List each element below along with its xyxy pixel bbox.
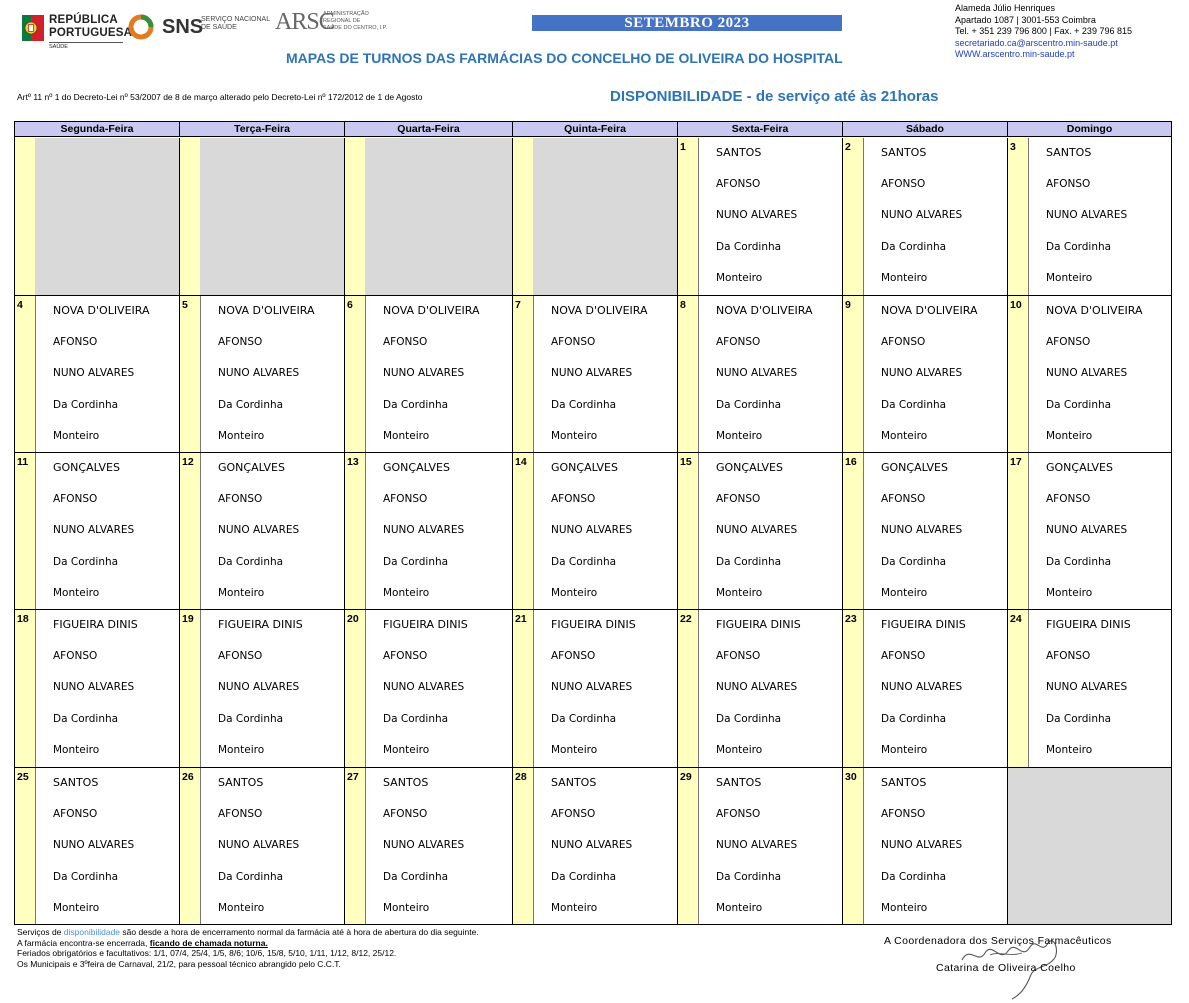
pharmacy-name: AFONSO (881, 808, 926, 820)
note2-pre: A farmácia encontra-se encerrada, (17, 937, 150, 948)
pharmacy-name: Da Cordinha (881, 713, 947, 725)
pharmacy-name: NOVA D'OLIVEIRA (383, 304, 480, 317)
day-number: 30 (845, 771, 857, 783)
pharmacy-name: AFONSO (551, 493, 596, 505)
day-number: 4 (17, 299, 23, 311)
pharmacy-name: SANTOS (218, 776, 264, 789)
pharmacy-name: AFONSO (881, 493, 926, 505)
day-header: Sexta-Feira (678, 122, 843, 137)
note1-post: são desde a hora de encerramento normal da farmácia até à hora de abertura do dia seguinte. (120, 927, 479, 937)
logo-sns-sub2: DE SAÚDE (201, 24, 237, 31)
day-number-strip (15, 768, 36, 924)
day-number-strip (180, 453, 201, 609)
pharmacy-name: AFONSO (551, 650, 596, 662)
pharmacy-name: NUNO ALVARES (551, 524, 633, 536)
empty-day-cell (180, 138, 345, 296)
pharmacy-name: NUNO ALVARES (218, 839, 300, 851)
pharmacy-name: Monteiro (218, 587, 265, 599)
empty-day-cell (513, 138, 678, 296)
pharmacy-name: Da Cordinha (53, 713, 119, 725)
day-number-strip (678, 610, 699, 767)
day-cell (513, 453, 678, 610)
pharmacy-name: NUNO ALVARES (218, 524, 300, 536)
footer-note-closed (17, 938, 479, 949)
day-cell (678, 296, 843, 453)
pharmacy-name: Monteiro (1046, 587, 1093, 599)
pharmacy-name: GONÇALVES (881, 461, 948, 474)
pharmacy-name: NUNO ALVARES (551, 839, 633, 851)
pharmacy-name: SANTOS (383, 776, 429, 789)
pharmacy-name: AFONSO (218, 493, 263, 505)
day-cell (843, 296, 1008, 453)
day-number: 16 (845, 456, 857, 468)
pharmacy-name: NUNO ALVARES (383, 839, 465, 851)
empty-day-cell (15, 138, 180, 296)
pharmacy-name: GONÇALVES (53, 461, 120, 474)
pharmacy-name: NUNO ALVARES (53, 524, 135, 536)
pharmacy-name: Da Cordinha (218, 556, 284, 568)
day-cell (513, 296, 678, 453)
pharmacy-name: GONÇALVES (1046, 461, 1113, 474)
pharmacy-name: Monteiro (1046, 744, 1093, 756)
day-number: 8 (680, 299, 686, 311)
pharmacy-name: AFONSO (881, 336, 926, 348)
pharmacy-name: AFONSO (1046, 336, 1091, 348)
pharmacy-name: Da Cordinha (53, 556, 119, 568)
pharmacy-name: Da Cordinha (1046, 399, 1112, 411)
pharmacy-name: GONÇALVES (218, 461, 285, 474)
day-number-strip (678, 296, 699, 452)
pharmacy-name: Monteiro (53, 902, 100, 914)
pharmacy-name: FIGUEIRA DINIS (383, 618, 468, 631)
day-number: 18 (17, 613, 29, 625)
pharmacy-name: AFONSO (881, 178, 926, 190)
pharmacy-name: FIGUEIRA DINIS (881, 618, 966, 631)
day-number-strip (678, 768, 699, 924)
day-number-strip (15, 453, 36, 609)
pharmacy-name: FIGUEIRA DINIS (53, 618, 138, 631)
day-number-strip (1008, 138, 1029, 295)
pharmacy-name: Da Cordinha (551, 871, 617, 883)
empty-day-shade (200, 138, 344, 295)
pharmacy-name: Monteiro (881, 430, 928, 442)
pharmacy-name: Da Cordinha (1046, 556, 1112, 568)
pharmacy-name: NUNO ALVARES (383, 524, 465, 536)
pharmacy-name: Monteiro (1046, 272, 1093, 284)
logo-rp-line1: REPÚBLICA (49, 14, 118, 26)
day-cell (15, 768, 180, 925)
pharmacy-name: NUNO ALVARES (1046, 209, 1128, 221)
day-number-strip (15, 610, 36, 767)
pharmacy-name: AFONSO (383, 808, 428, 820)
logo-arsc-sub2: REGIONAL DE (323, 18, 361, 24)
pharmacy-name: AFONSO (53, 808, 98, 820)
pharmacy-name: AFONSO (716, 336, 761, 348)
day-number: 10 (1010, 299, 1022, 311)
pharmacy-name: Monteiro (53, 430, 100, 442)
pharmacy-name: Monteiro (881, 587, 928, 599)
pharmacy-name: Da Cordinha (383, 399, 449, 411)
day-number-strip (843, 453, 864, 609)
pharmacy-name: Monteiro (716, 587, 763, 599)
pharmacy-name: SANTOS (1046, 146, 1092, 159)
portugal-coat-of-arms-icon (22, 13, 44, 43)
pharmacy-name: NOVA D'OLIVEIRA (881, 304, 978, 317)
pharmacy-name: AFONSO (218, 650, 263, 662)
pharmacy-name: AFONSO (383, 336, 428, 348)
pharmacy-name: Monteiro (218, 902, 265, 914)
arsc-logo (275, 9, 395, 39)
pharmacy-name: GONÇALVES (551, 461, 618, 474)
day-cell (345, 296, 513, 453)
pharmacy-name: AFONSO (1046, 178, 1091, 190)
day-header: Domingo (1008, 122, 1172, 137)
footer-note-municipal: Os Municipais e 3ºfeira de Carnaval, 21/2, para pessoal técnico abrangido pelo C.C.T. (17, 958, 341, 969)
legal-reference: Artº 11 nº 1 do Decreto-Lei nº 53/2007 de 8 de março alterado pelo Decreto-Lei nº 172/2012 de 1 de Agosto (17, 92, 423, 102)
pharmacy-name: NOVA D'OLIVEIRA (1046, 304, 1143, 317)
pharmacy-name: NOVA D'OLIVEIRA (218, 304, 315, 317)
day-cell (678, 768, 843, 925)
republica-portuguesa-logo (22, 13, 133, 50)
pharmacy-name: Da Cordinha (383, 556, 449, 568)
pharmacy-name: AFONSO (716, 493, 761, 505)
day-cell (345, 768, 513, 925)
day-number: 13 (347, 456, 359, 468)
empty-day-cell (1008, 768, 1172, 925)
pharmacy-name: Da Cordinha (218, 713, 284, 725)
day-number-strip (345, 453, 366, 609)
logo-sns-sub1: SERVIÇO NACIONAL (201, 16, 271, 23)
day-number: 15 (680, 456, 692, 468)
day-number-strip (678, 138, 699, 295)
pharmacy-name: Monteiro (383, 587, 430, 599)
pharmacy-name: GONÇALVES (716, 461, 783, 474)
contact-phone: Tel. + 351 239 796 800 | Fax. + 239 796 815 (955, 26, 1132, 36)
day-number: 25 (17, 771, 29, 783)
day-number-strip (180, 296, 201, 452)
empty-day-shade (533, 138, 677, 295)
footer-note-holidays: Feriados obrigatórios e facultativos: 1/1, 07/4, 25/4, 1/5, 8/6; 10/6, 15/8, 5/10, 1/11, 1/12, 8/12, 25/12. (17, 948, 397, 958)
pharmacy-name: AFONSO (218, 808, 263, 820)
page-title: MAPAS DE TURNOS DAS FARMÁCIAS DO CONCELHO DE OLIVEIRA DO HOSPITAL (286, 50, 843, 66)
day-cell (15, 296, 180, 453)
pharmacy-name: NUNO ALVARES (53, 367, 135, 379)
pharmacy-name: Da Cordinha (881, 556, 947, 568)
pharmacy-name: AFONSO (551, 336, 596, 348)
pharmacy-name: Da Cordinha (716, 871, 782, 883)
pharmacy-name: Da Cordinha (218, 399, 284, 411)
pharmacy-name: AFONSO (1046, 650, 1091, 662)
empty-day-shade (365, 138, 512, 295)
pharmacy-name: Monteiro (881, 902, 928, 914)
pharmacy-name: Da Cordinha (716, 713, 782, 725)
day-number: 9 (845, 299, 851, 311)
pharmacy-name: NUNO ALVARES (881, 839, 963, 851)
day-cell (513, 610, 678, 768)
pharmacy-name: NUNO ALVARES (716, 209, 798, 221)
pharmacy-name: NUNO ALVARES (1046, 524, 1128, 536)
pharmacy-name: Da Cordinha (881, 871, 947, 883)
day-header: Segunda-Feira (15, 122, 180, 137)
pharmacy-name: NUNO ALVARES (716, 367, 798, 379)
day-number: 29 (680, 771, 692, 783)
pharmacy-name: NUNO ALVARES (881, 367, 963, 379)
day-number: 22 (680, 613, 692, 625)
day-cell (678, 138, 843, 296)
pharmacy-name: NUNO ALVARES (383, 367, 465, 379)
day-number: 3 (1010, 141, 1016, 153)
day-number: 21 (515, 613, 527, 625)
day-number: 28 (515, 771, 527, 783)
day-cell (15, 610, 180, 768)
pharmacy-name: NUNO ALVARES (881, 524, 963, 536)
day-cell (180, 610, 345, 768)
day-number: 20 (347, 613, 359, 625)
pharmacy-name: Da Cordinha (551, 713, 617, 725)
note2-underlined: ficando de chamada noturna. (149, 937, 268, 948)
pharmacy-name: Da Cordinha (716, 241, 782, 253)
pharmacy-name: Monteiro (383, 744, 430, 756)
contact-postal: Apartado 1087 | 3001-553 Coimbra (955, 14, 1096, 25)
day-header: Quinta-Feira (513, 122, 678, 137)
day-number-strip (345, 610, 366, 767)
pharmacy-name: AFONSO (383, 493, 428, 505)
day-cell (1008, 138, 1172, 296)
day-number-strip (843, 138, 864, 295)
pharmacy-calendar (14, 121, 1172, 925)
day-cell (1008, 296, 1172, 453)
coordinator-title: A Coordenadora dos Serviços Farmacêuticos (884, 935, 1112, 947)
pharmacy-name: NUNO ALVARES (1046, 681, 1128, 693)
pharmacy-name: NUNO ALVARES (218, 681, 300, 693)
day-cell (345, 610, 513, 768)
pharmacy-name: NUNO ALVARES (716, 524, 798, 536)
pharmacy-name: FIGUEIRA DINIS (218, 618, 303, 631)
month-banner: SETEMBRO 2023 (532, 15, 842, 31)
day-number-strip (15, 296, 36, 452)
day-number: 24 (1010, 613, 1022, 625)
logo-rp-sub: SAÚDE (49, 42, 123, 50)
day-number: 23 (845, 613, 857, 625)
empty-day-shade (35, 138, 179, 295)
logo-arsc-text: ARSC (275, 9, 334, 35)
day-number: 2 (845, 141, 851, 153)
day-number: 27 (347, 771, 359, 783)
pharmacy-name: NUNO ALVARES (881, 681, 963, 693)
day-cell (843, 610, 1008, 768)
day-header: Sábado (843, 122, 1008, 137)
availability-heading: DISPONIBILIDADE - de serviço até às 21horas (610, 88, 939, 105)
pharmacy-name: AFONSO (1046, 493, 1091, 505)
pharmacy-name: Monteiro (1046, 430, 1093, 442)
day-cell (843, 138, 1008, 296)
day-number-strip (345, 768, 366, 924)
day-cell (843, 768, 1008, 925)
pharmacy-name: Da Cordinha (53, 871, 119, 883)
logo-rp-line2: PORTUGUESA (49, 27, 133, 39)
pharmacy-name: Da Cordinha (1046, 241, 1112, 253)
pharmacy-name: AFONSO (383, 650, 428, 662)
day-number-strip (180, 610, 201, 767)
day-number-strip (513, 138, 534, 295)
day-number-strip (180, 138, 201, 295)
day-cell (180, 768, 345, 925)
pharmacy-name: Monteiro (383, 902, 430, 914)
day-number: 17 (1010, 456, 1022, 468)
pharmacy-name: AFONSO (716, 178, 761, 190)
pharmacy-name: Monteiro (383, 430, 430, 442)
note1-pre: Serviços de (17, 927, 64, 937)
day-number-strip (843, 610, 864, 767)
note1-highlight: disponibilidade (63, 927, 121, 937)
pharmacy-name: Da Cordinha (716, 556, 782, 568)
pharmacy-name: AFONSO (881, 650, 926, 662)
day-number-strip (345, 296, 366, 452)
pharmacy-name: NUNO ALVARES (551, 367, 633, 379)
day-number: 12 (182, 456, 194, 468)
pharmacy-name: Monteiro (881, 272, 928, 284)
pharmacy-name: Da Cordinha (1046, 713, 1112, 725)
day-cell (678, 453, 843, 610)
pharmacy-name: NUNO ALVARES (551, 681, 633, 693)
pharmacy-name: NUNO ALVARES (383, 681, 465, 693)
pharmacy-name: AFONSO (53, 493, 98, 505)
day-number-strip (843, 296, 864, 452)
day-cell (345, 453, 513, 610)
day-number-strip (15, 138, 36, 295)
pharmacy-name: Monteiro (881, 744, 928, 756)
pharmacy-name: NOVA D'OLIVEIRA (53, 304, 150, 317)
day-number: 1 (680, 141, 686, 153)
pharmacy-name: AFONSO (53, 650, 98, 662)
pharmacy-name: SANTOS (716, 146, 762, 159)
contact-address: Alameda Júlio Henriques (955, 3, 1056, 13)
pharmacy-name: NUNO ALVARES (716, 839, 798, 851)
day-cell (678, 610, 843, 768)
pharmacy-name: NUNO ALVARES (1046, 367, 1128, 379)
pharmacy-name: Monteiro (716, 902, 763, 914)
pharmacy-name: Monteiro (53, 587, 100, 599)
pharmacy-name: Da Cordinha (716, 399, 782, 411)
day-number-strip (1008, 610, 1029, 767)
pharmacy-name: SANTOS (53, 776, 99, 789)
pharmacy-name: AFONSO (218, 336, 263, 348)
logo-sns-text: SNS (162, 16, 204, 38)
pharmacy-name: FIGUEIRA DINIS (1046, 618, 1131, 631)
empty-day-cell (345, 138, 513, 296)
pharmacy-name: Monteiro (218, 430, 265, 442)
pharmacy-name: FIGUEIRA DINIS (716, 618, 801, 631)
day-cell (180, 296, 345, 453)
pharmacy-name: FIGUEIRA DINIS (551, 618, 636, 631)
day-number: 7 (515, 299, 521, 311)
contact-block (955, 3, 1132, 61)
pharmacy-name: NUNO ALVARES (218, 367, 300, 379)
pharmacy-name: SANTOS (881, 146, 927, 159)
pharmacy-name: NUNO ALVARES (53, 839, 135, 851)
day-number-strip (513, 296, 534, 452)
pharmacy-name: Da Cordinha (218, 871, 284, 883)
pharmacy-name: Da Cordinha (53, 399, 119, 411)
footer-note-availability (17, 927, 479, 938)
day-number-strip (1008, 296, 1029, 452)
day-cell (843, 453, 1008, 610)
day-cell (1008, 453, 1172, 610)
pharmacy-name: Monteiro (551, 587, 598, 599)
day-number-strip (843, 768, 864, 924)
day-number-strip (180, 768, 201, 924)
coordinator-name: Catarina de Oliveira Coelho (936, 962, 1076, 974)
day-number: 5 (182, 299, 188, 311)
day-cell (180, 453, 345, 610)
pharmacy-name: GONÇALVES (383, 461, 450, 474)
pharmacy-name: Monteiro (716, 272, 763, 284)
pharmacy-name: Monteiro (218, 744, 265, 756)
pharmacy-name: Da Cordinha (551, 399, 617, 411)
pharmacy-name: SANTOS (881, 776, 927, 789)
day-number: 11 (17, 456, 29, 468)
logo-arsc-sub3: SAÚDE DO CENTRO, I.P. (323, 25, 388, 31)
pharmacy-name: SANTOS (551, 776, 597, 789)
pharmacy-name: NUNO ALVARES (716, 681, 798, 693)
pharmacy-name: Monteiro (551, 744, 598, 756)
pharmacy-name: Monteiro (53, 744, 100, 756)
day-number-strip (345, 138, 366, 295)
pharmacy-name: Da Cordinha (383, 871, 449, 883)
day-number: 14 (515, 456, 527, 468)
footer-notes (17, 927, 479, 969)
logo-arsc-sub1: ADMINISTRAÇÃO (323, 11, 369, 17)
pharmacy-name: NOVA D'OLIVEIRA (716, 304, 813, 317)
day-number-strip (513, 768, 534, 924)
day-number: 26 (182, 771, 194, 783)
day-cell (15, 453, 180, 610)
pharmacy-name: Da Cordinha (881, 241, 947, 253)
pharmacy-name: Da Cordinha (881, 399, 947, 411)
pharmacy-name: Da Cordinha (551, 556, 617, 568)
pharmacy-name: NOVA D'OLIVEIRA (551, 304, 648, 317)
day-number-strip (513, 610, 534, 767)
pharmacy-name: AFONSO (716, 808, 761, 820)
day-cell (513, 768, 678, 925)
pharmacy-name: Monteiro (551, 430, 598, 442)
pharmacy-name: AFONSO (551, 808, 596, 820)
pharmacy-name: NUNO ALVARES (881, 209, 963, 221)
pharmacy-name: AFONSO (716, 650, 761, 662)
day-cell (1008, 610, 1172, 768)
contact-website-link[interactable]: WWW.arscentro.min-saude.pt (955, 49, 1075, 59)
day-number: 6 (347, 299, 353, 311)
pharmacy-name: Monteiro (551, 902, 598, 914)
day-header: Quarta-Feira (345, 122, 513, 137)
pharmacy-name: AFONSO (53, 336, 98, 348)
contact-email-link[interactable]: secretariado.ca@arscentro.min-saude.pt (955, 37, 1118, 48)
day-number-strip (513, 453, 534, 609)
pharmacy-name: SANTOS (716, 776, 762, 789)
day-number-strip (678, 453, 699, 609)
pharmacy-name: Monteiro (716, 430, 763, 442)
day-number-strip (1008, 453, 1029, 609)
day-number: 19 (182, 613, 194, 625)
pharmacy-name: Monteiro (716, 744, 763, 756)
pharmacy-name: NUNO ALVARES (53, 681, 135, 693)
sns-ring-icon (128, 14, 154, 40)
pharmacy-name: Da Cordinha (383, 713, 449, 725)
day-header: Terça-Feira (180, 122, 345, 137)
